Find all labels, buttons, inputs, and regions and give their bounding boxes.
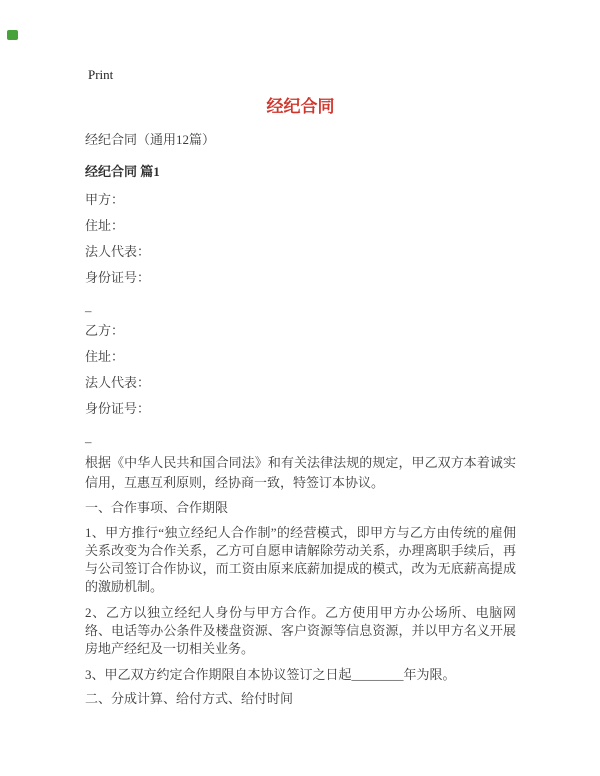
part-heading: 经纪合同 篇1 [85,164,160,179]
clause-1-paragraph: 1、甲方推行“独立经纪人合作制”的经营模式，即甲方与乙方由传统的雇佣关系改变为合作关系，乙方可自愿申请解除劳动关系，办理离职手续后，再与公司签订合作协议，而工资由原来底薪加提成的模式，改为无底薪高提成的激励机制。 [85,525,516,594]
print-link[interactable]: Print [88,67,114,82]
section-1-heading: 一、合作事项、合作期限 [85,500,229,515]
clause-3-paragraph: 3、甲乙双方约定合作期限自本协议签订之日起________年为限。 [85,667,456,682]
party-a-address-label: 住址： [85,218,125,233]
doc-subtitle: 经纪合同（通用12篇） [85,132,216,147]
page-title: 经纪合同 [266,97,335,116]
party-a-legal-rep-label: 法人代表： [85,244,151,259]
party-a-id-label: 身份证号： [85,270,151,285]
separator-dash-b: – [85,434,92,449]
section-2-heading: 二、分成计算、给付方式、给付时间 [85,691,294,706]
party-b-name-label: 乙方： [85,323,125,338]
separator-dash-a: – [85,303,92,318]
party-b-legal-rep-label: 法人代表： [85,375,151,390]
clause-2-paragraph: 2、乙方以独立经纪人身份与甲方合作。乙方使用甲方办公场所、电脑网络、电话等办公条件及楼盘资源、客户资源等信息资源，并以甲方名义开展房地产经纪及一切相关业务。 [85,605,516,656]
party-b-address-label: 住址： [85,349,125,364]
party-a-name-label: 甲方： [85,192,125,207]
preamble-paragraph: 根据《中华人民共和国合同法》和有关法律法规的规定，甲乙双方本着诚实信用，互惠互利原则，经协商一致，特签订本协议。 [85,455,516,490]
party-b-id-label: 身份证号： [85,401,151,416]
